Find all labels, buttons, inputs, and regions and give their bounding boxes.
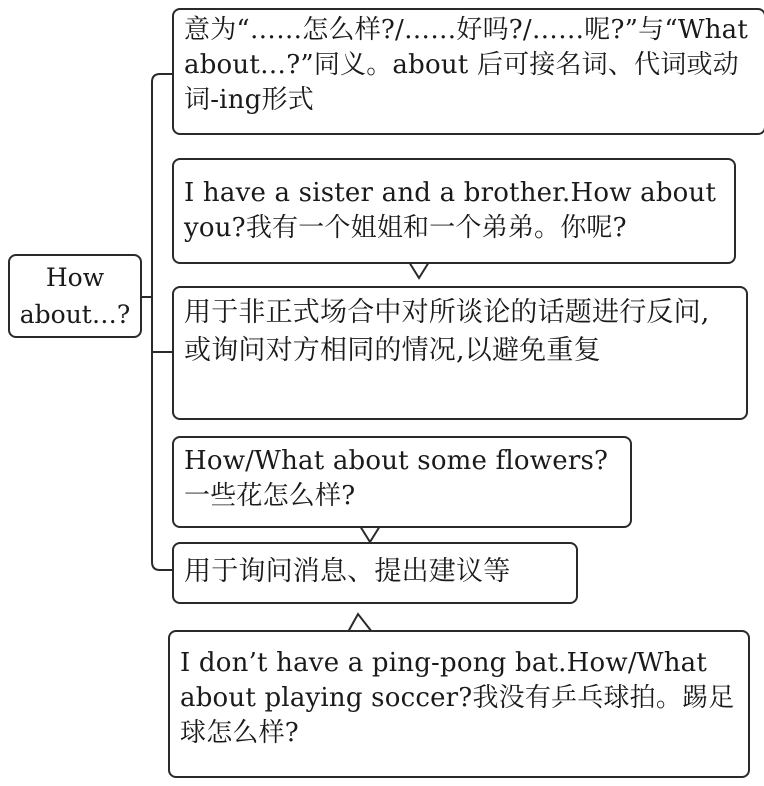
usage-3-example-1: How/What about some flowers? 一些花怎么样? xyxy=(172,436,632,528)
root-node: How about…? xyxy=(8,254,142,338)
bracket-spine xyxy=(152,74,172,570)
bubble-tail-example-1 xyxy=(409,262,429,278)
usage-1-meaning: 意为“……怎么样?/……好吗?/……呢?”与“What about…?”同义。about 后可接名词、代词或动词-ing形式 xyxy=(172,8,764,135)
usage-3-meaning: 用于询问消息、提出建议等 xyxy=(172,542,578,604)
usage-2-example: I have a sister and a brother.How about you?我有一个姐姐和一个弟弟。你呢? xyxy=(172,158,736,264)
usage-2-meaning: 用于非正式场合中对所谈论的话题进行反问,或询问对方相同的情况,以避免重复 xyxy=(172,286,748,420)
bubble-tail-example-2 xyxy=(360,526,380,542)
usage-3-example-2: I don’t have a ping-pong bat.How/What about playing soccer?我没有乒乓球拍。踢足球怎么样? xyxy=(168,630,750,778)
